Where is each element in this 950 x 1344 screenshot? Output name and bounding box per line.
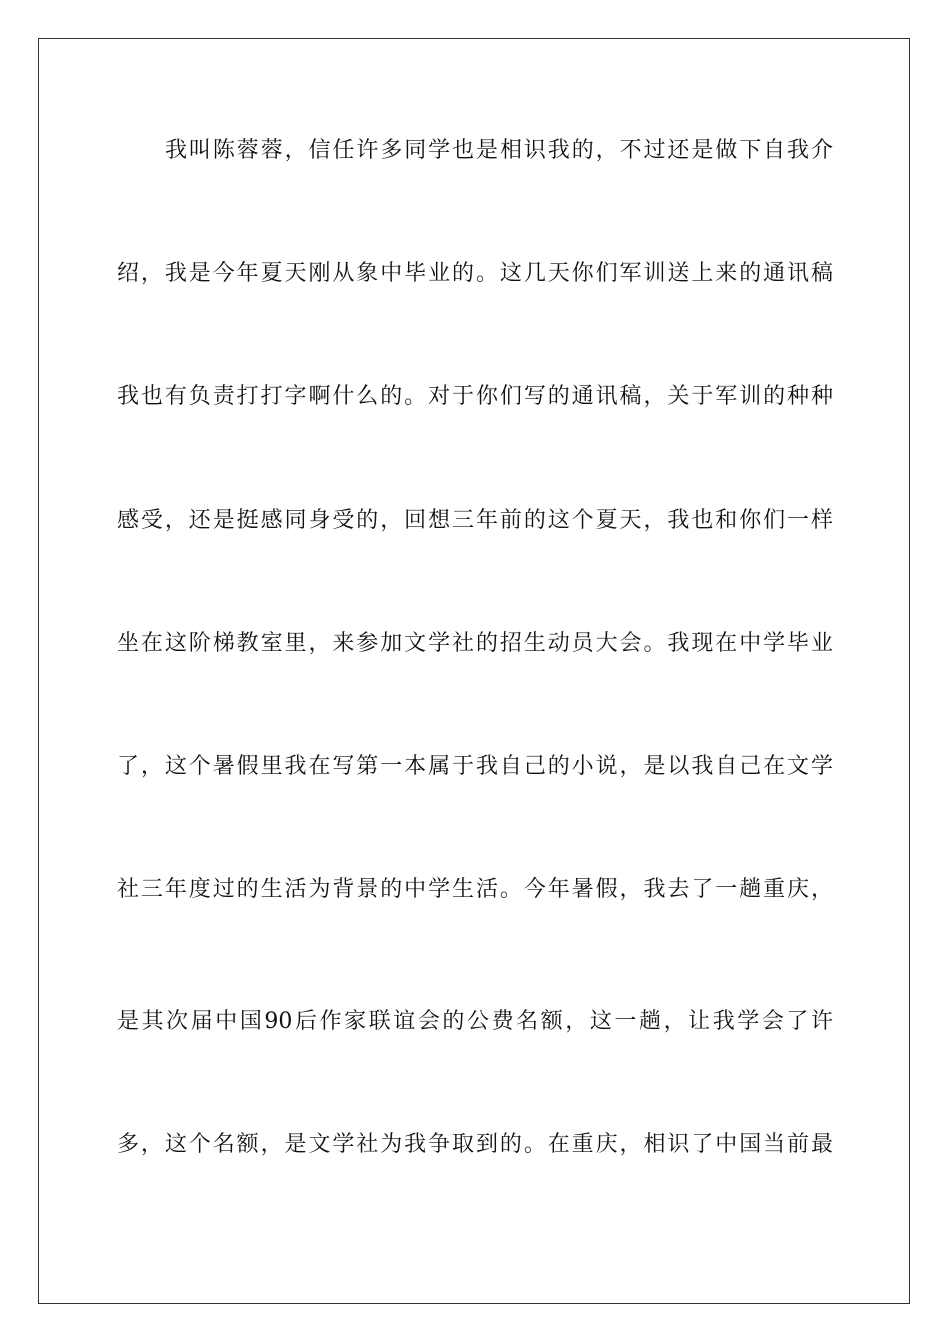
paragraph-line-8: 是其次届中国90后作家联谊会的公费名额，这一趟，让我学会了许: [117, 1009, 833, 1034]
page-border: [38, 38, 910, 1304]
paragraph-line-6: 了，这个暑假里我在写第一本属于我自己的小说，是以我自己在文学: [117, 754, 833, 779]
paragraph-line-4: 感受，还是挺感同身受的，回想三年前的这个夏天，我也和你们一样: [117, 508, 833, 533]
paragraph-line-1: 我叫陈蓉蓉，信任许多同学也是相识我的，不过还是做下自我介: [165, 138, 833, 163]
paragraph-line-2: 绍，我是今年夏天刚从象中毕业的。这几天你们军训送上来的通讯稿: [117, 261, 833, 286]
paragraph-line-7: 社三年度过的生活为背景的中学生活。今年暑假，我去了一趟重庆，: [117, 877, 833, 902]
paragraph-line-5: 坐在这阶梯教室里，来参加文学社的招生动员大会。我现在中学毕业: [117, 631, 833, 656]
paragraph-line-9: 多，这个名额，是文学社为我争取到的。在重庆，相识了中国当前最: [117, 1132, 833, 1157]
paragraph-line-3: 我也有负责打打字啊什么的。对于你们写的通讯稿，关于军训的种种: [117, 384, 833, 409]
